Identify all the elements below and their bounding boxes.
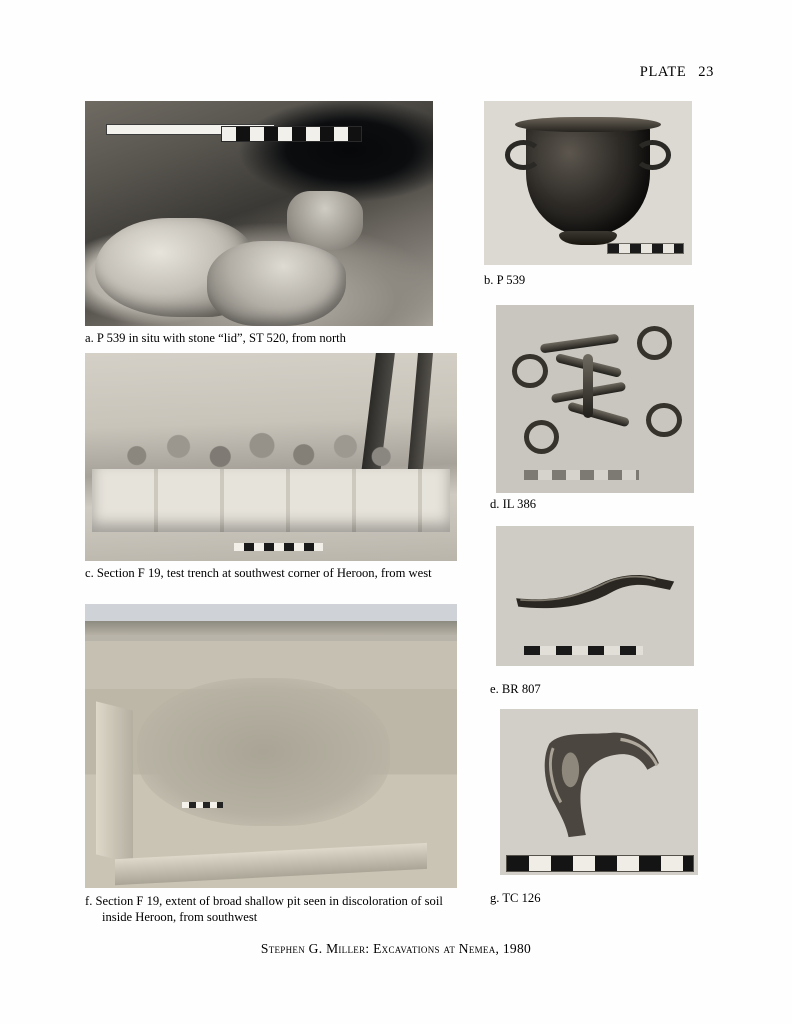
caption-d-text: d. IL 386: [490, 497, 537, 511]
caption-b: [484, 272, 525, 288]
photo-e-br807-bronze: [496, 526, 694, 666]
caption-g-text: g. TC 126: [490, 891, 541, 905]
photo-f-section-f19-shallow-pit: [85, 604, 457, 888]
krater-handle-right: [634, 140, 671, 170]
shallow-pit-discoloration: [137, 678, 390, 826]
photo-g-tc126-terracotta: [500, 709, 698, 875]
scale-bar: [607, 243, 684, 253]
scale-bar: [524, 470, 639, 480]
bronze-object: [512, 568, 678, 610]
page-footer-credit: [0, 941, 792, 957]
caption-e: [490, 681, 541, 697]
scale-bar: [182, 802, 223, 809]
horizon-band: [85, 621, 457, 635]
plate-label: PLATE: [639, 64, 687, 80]
caption-f: [85, 893, 465, 925]
iron-bar-1: [539, 333, 619, 353]
caption-f-line2: inside Heroon, from southwest: [102, 910, 258, 924]
scale-bar: [234, 543, 323, 550]
photo-e-image: [496, 526, 694, 666]
caption-a: [85, 330, 346, 346]
baulk-bottom: [115, 843, 427, 885]
scale-bar: [524, 646, 643, 654]
photo-c-image: [85, 353, 457, 561]
bronze-shape-icon: [512, 568, 678, 610]
boulder-right: [207, 241, 346, 327]
terracotta-shape-icon: [532, 722, 667, 842]
caption-f-line1: f. Section F 19, extent of broad shallow pit seen in discoloration of soil: [85, 894, 443, 908]
caption-g: [490, 890, 541, 906]
terracotta-object: [532, 722, 667, 842]
caption-b-text: b. P 539: [484, 273, 526, 287]
scale-bar: [506, 855, 694, 872]
iron-ring-2: [637, 326, 673, 360]
caption-d: [490, 496, 536, 512]
stone-lid: [287, 191, 364, 250]
iron-ring-1: [512, 354, 548, 388]
photo-a-image: [85, 101, 433, 326]
iron-bar-4: [567, 402, 630, 428]
plate-number: 23: [698, 64, 714, 80]
photo-b-p539-krater: [484, 101, 692, 265]
caption-c: [85, 565, 432, 581]
photo-d-il386-iron: [496, 305, 694, 493]
krater-handle-left: [505, 140, 542, 170]
caption-c-text: c. Section F 19, test trench at southwest corner of Heroon, from west: [85, 566, 432, 580]
photo-f-image: [85, 604, 457, 888]
rubble-course: [107, 428, 405, 474]
iron-ring-4: [646, 403, 682, 437]
iron-ring-3: [524, 420, 560, 454]
iron-shank: [583, 354, 593, 418]
photo-b-image: [484, 101, 692, 265]
caption-e-text: e. BR 807: [490, 682, 541, 696]
caption-a-text: a. P 539 in situ with stone “lid”, ST 520, from north: [85, 331, 346, 345]
photo-a-p539-in-situ: [85, 101, 433, 326]
footer-credit-text: Stephen G. Miller: Excavations at Nemea, 1980: [260, 941, 532, 956]
photo-g-image: [500, 709, 698, 875]
krater-rim: [515, 117, 661, 132]
photo-d-image: [496, 305, 694, 493]
baulk-left: [96, 702, 133, 865]
photo-c-section-f19-test-trench: [85, 353, 457, 561]
plate-header: [640, 64, 714, 81]
scale-bar-checkered: [221, 126, 362, 143]
ashlar-wall: [92, 469, 449, 531]
krater-body: [526, 121, 651, 236]
